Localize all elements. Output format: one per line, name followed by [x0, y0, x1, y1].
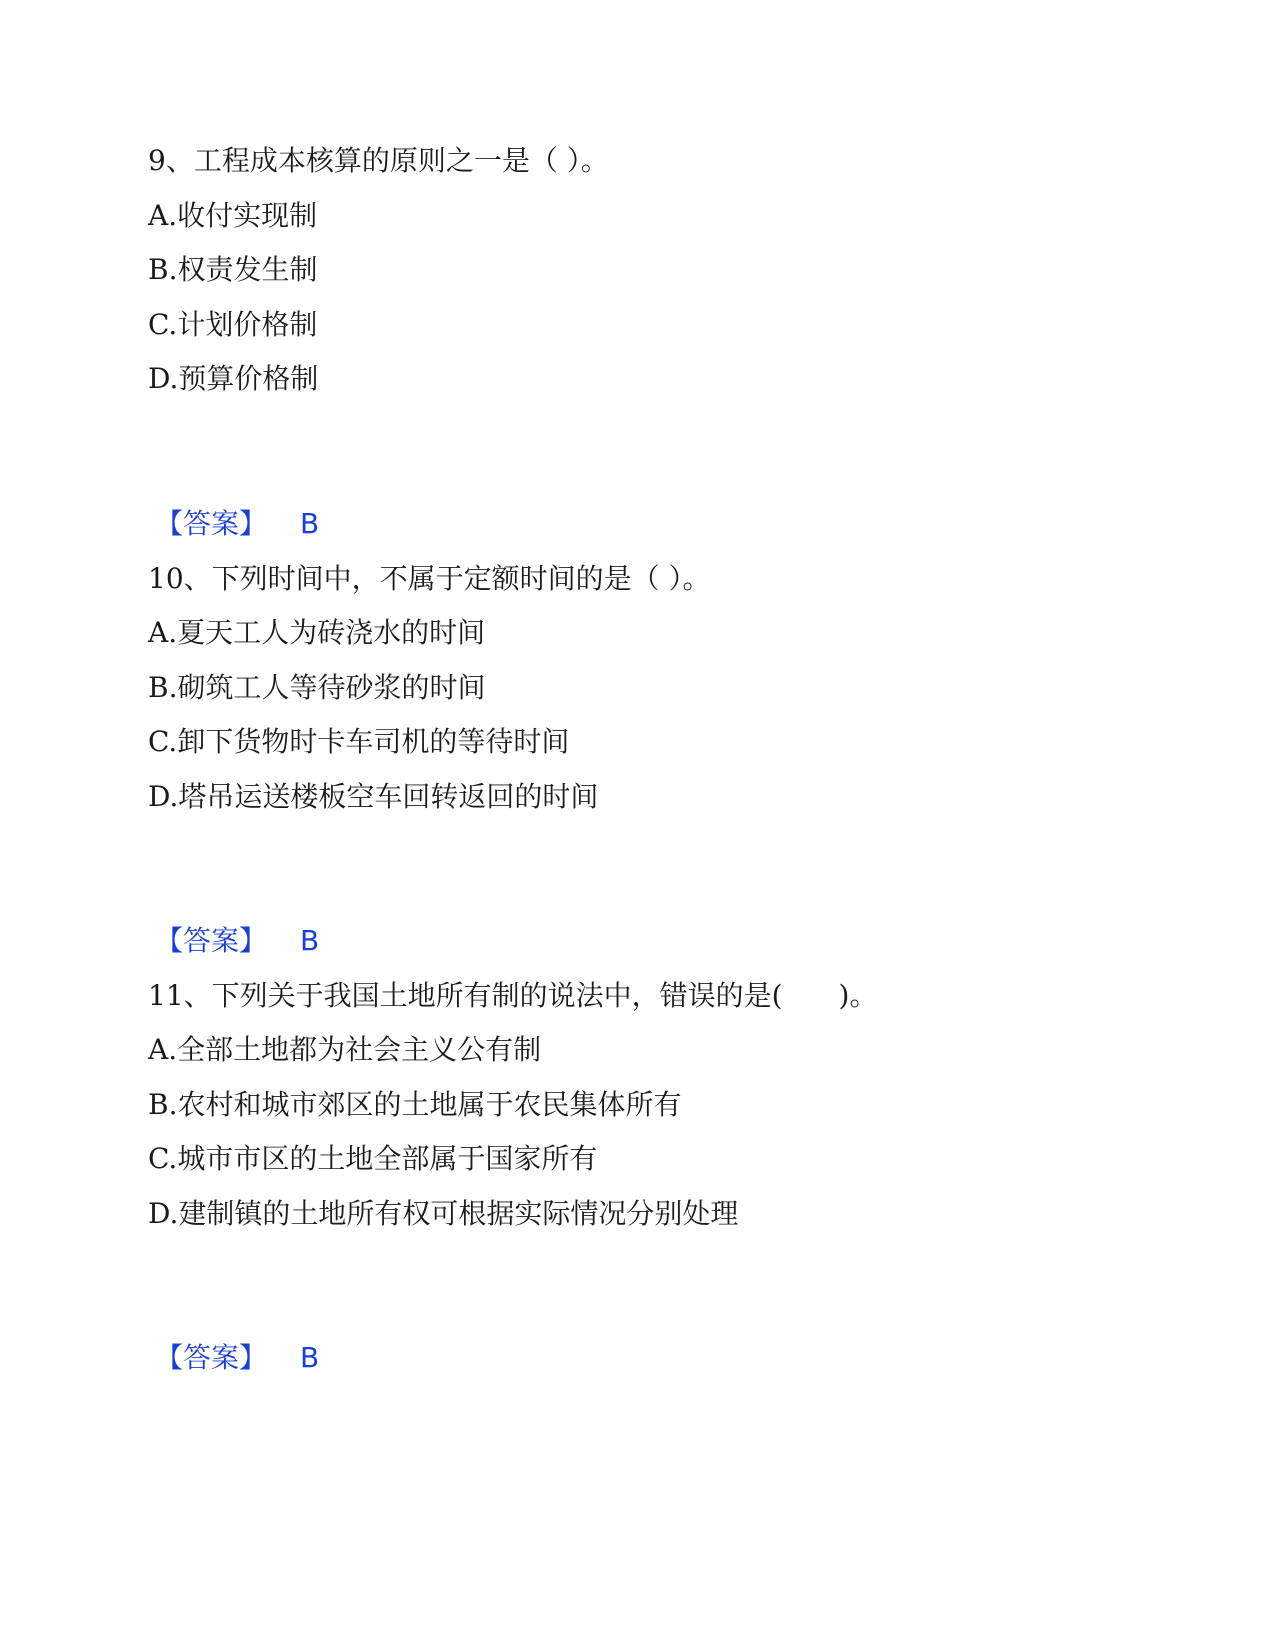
answer-value: B [300, 924, 320, 957]
question-11-option-b: B.农村和城市郊区的土地属于农民集体所有 [148, 1088, 682, 1121]
question-9-option-b: B.权责发生制 [148, 253, 318, 286]
question-10-option-d: D.塔吊运送楼板空车回转返回的时间 [148, 780, 599, 813]
question-11-option-d: D.建制镇的土地所有权可根据实际情况分别处理 [148, 1197, 739, 1230]
answer-label: 【答案】 [155, 507, 268, 540]
question-9-option-c: C.计划价格制 [148, 308, 318, 341]
answer-value: B [300, 507, 320, 540]
question-10-text: 10、下列时间中，不属于定额时间的是（ ）。 [148, 562, 711, 595]
answer-value: B [300, 1341, 320, 1374]
answer-label: 【答案】 [155, 1341, 268, 1374]
question-9-text: 9、工程成本核算的原则之一是（ ）。 [148, 144, 609, 177]
question-10-answer [155, 923, 319, 959]
question-11-text: 11、下列关于我国土地所有制的说法中，错误的是( )。 [148, 979, 878, 1012]
question-11-answer [155, 1340, 319, 1376]
question-10-option-c: C.卸下货物时卡车司机的等待时间 [148, 725, 570, 758]
question-10-option-a: A.夏天工人为砖浇水的时间 [148, 616, 486, 649]
question-9-option-d: D.预算价格制 [148, 362, 319, 395]
question-9-answer [155, 506, 319, 542]
question-10-option-b: B.砌筑工人等待砂浆的时间 [148, 671, 486, 704]
question-11-option-a: A.全部土地都为社会主义公有制 [148, 1033, 542, 1066]
question-11-option-c: C.城市市区的土地全部属于国家所有 [148, 1142, 598, 1175]
question-9-option-a: A.收付实现制 [148, 199, 318, 232]
answer-label: 【答案】 [155, 924, 268, 957]
